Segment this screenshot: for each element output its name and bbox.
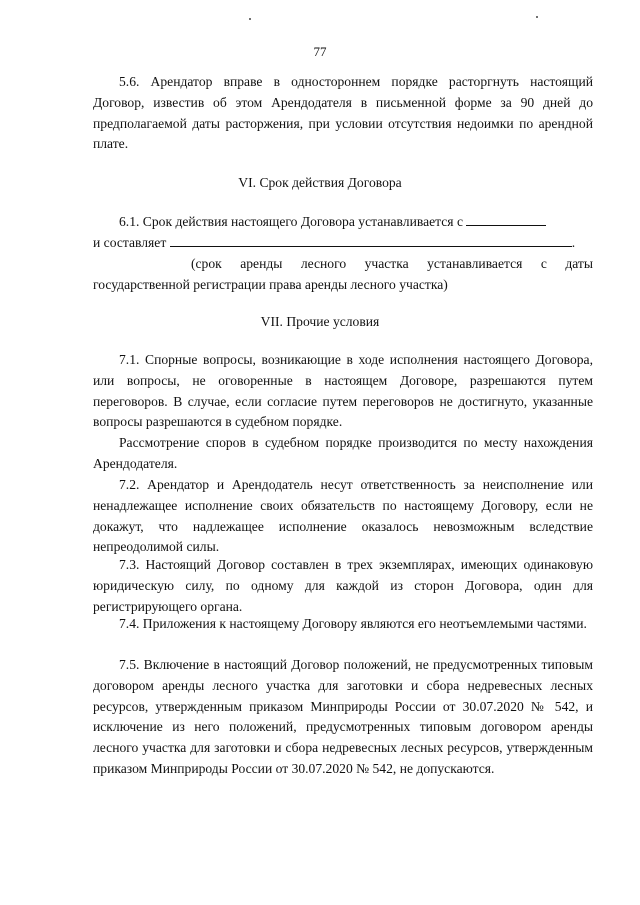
clause-7-1-venue: Рассмотрение споров в судебном порядке производится по месту нахождения Арендодателя. — [93, 435, 593, 471]
clause-5-6: 5.6. Арендатор вправе в одностороннем порядке расторгнуть настоящий Договор, известив об этом Арендодателя в письменной форме за 90 дней до предполагаемой даты расторжения, при условии отсутствия недоимки по арендной плате. — [93, 74, 593, 152]
clause-7-3: 7.3. Настоящий Договор составлен в трех экземплярах, имеющих одинаковую юридическую силу, по одному для каждой из сторон Договора, один для регистрирующего органа. — [93, 557, 593, 614]
period: . — [571, 235, 576, 250]
duration-blank — [170, 234, 572, 247]
clause-7-5: 7.5. Включение в настоящий Договор положений, не предусмотренных типовым договором аренды лесного участка для заготовки и сбора недревесных лесных ресурсов, утвержденным приказом Минприроды России от 30.07.2020 № 542, и исключение из него положений, предусмотренных типовым договором аренды лесного участка для заготовки и сбора недревесных лесных ресурсов, утвержденным приказом Минприроды России от 30.07.2020 № 542, не допускаются. — [93, 657, 593, 776]
clause-7-4: 7.4. Приложения к настоящему Договору являются его неотъемлемыми частями. — [119, 616, 587, 631]
section-6-heading: VI. Срок действия Договора — [238, 175, 402, 190]
clause-7-1: 7.1. Спорные вопросы, возникающие в ходе исполнения настоящего Договора, или вопросы, не оговоренные в настоящем Договоре, разрешаются путем переговоров. В случае, если согласие путем переговоров не достигнуто, указанные вопросы разрешаются в судебном порядке. — [93, 352, 593, 430]
clause-6-1-line1 — [93, 212, 593, 233]
start-date-blank — [466, 213, 546, 226]
clause-6-1-line2 — [93, 233, 593, 254]
scan-speck — [536, 16, 538, 18]
page-number: 77 — [313, 44, 327, 59]
clause-6-1-text: 6.1. Срок действия настоящего Договора устанавливается с — [119, 214, 463, 229]
section-7-heading: VII. Прочие условия — [260, 314, 380, 329]
clause-7-2: 7.2. Арендатор и Арендодатель несут ответственность за неисполнение или ненадлежащее исполнение своих обязательств по настоящему Договору, если не докажут, что надлежащее исполнение оказалось невозможным вследствие непреодолимой силы. — [93, 477, 593, 555]
clause-6-1-duration-label: и составляет — [93, 235, 167, 250]
clause-6-1-note: (срок аренды лесного участка устанавливается с даты государственной регистрации права аренды лесного участка) — [93, 256, 593, 292]
scan-speck — [249, 18, 251, 20]
